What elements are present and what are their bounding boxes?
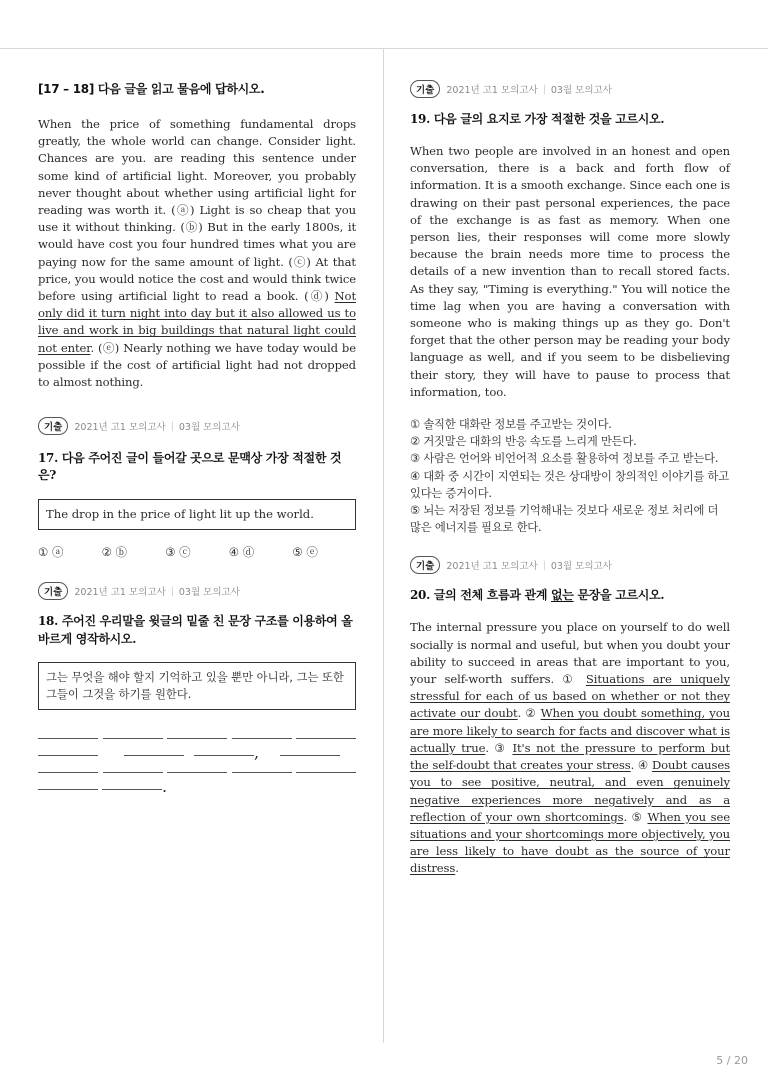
passage-heading: [17 – 18] 다음 글을 읽고 물음에 답하시오. — [38, 82, 265, 96]
q17-source-year: 2021년 고1 모의고사 — [74, 422, 166, 434]
q17-choice-1[interactable]: ① ⓐ — [38, 545, 64, 560]
q19-question: 19. 다음 글의 요지로 가장 적절한 것을 고르시오. — [410, 112, 665, 126]
q20-question-part-1: 20. 글의 전체 흐름과 관계 — [410, 588, 551, 603]
q17-source-row: 기출 2021년 고1 모의고사 | 03월 모의고사 — [38, 417, 356, 435]
q18-answer-blanks[interactable] — [38, 726, 356, 797]
q18-given-korean-box: 그는 무엇을 해야 할지 기억하고 있을 뿐만 아니라, 그는 또한 그들이 그것을 하기를 원한다. — [38, 662, 356, 710]
blank-comma: , — [254, 743, 260, 763]
answer-line-1 — [38, 726, 356, 743]
page-number: 5 / 20 — [716, 1054, 748, 1067]
q20-passage — [410, 619, 730, 877]
q19-option-4[interactable]: ④ 대화 중 시간이 지연되는 것은 상대방이 창의적인 이야기를 하고 있다는 증거이다. — [410, 469, 729, 500]
q19-source-year: 2021년 고1 모의고사 — [446, 85, 538, 96]
q19-source-row: 기출 2021년 고1 모의고사 | 03월 모의고사 — [410, 80, 730, 98]
q17-choices — [38, 544, 356, 560]
q19-source-month: 03월 모의고사 — [550, 85, 612, 96]
q20-source-year: 2021년 고1 모의고사 — [446, 561, 538, 573]
q17-choice-5[interactable]: ⑤ ⓔ — [292, 545, 318, 560]
q18-source-year: 2021년 고1 모의고사 — [74, 587, 166, 599]
answer-line-2 — [38, 743, 356, 763]
q20-tag-badge: 기출 — [410, 556, 440, 574]
answer-line-4 — [38, 777, 356, 797]
q18-source-row: 기출 2021년 고1 모의고사 | 03월 모의고사 — [38, 582, 356, 600]
q20-marker-5: . ⑤ — [623, 809, 648, 824]
q17-choice-2[interactable]: ② ⓑ — [101, 545, 128, 560]
left-column — [38, 72, 356, 797]
q20-intro-text: The internal pressure you place on yourself to do well socially is normal and useful, but when you doubt your ability to succeed in areas that are important to you, your self-worth suffers. ① — [410, 620, 730, 687]
q17-choice-3[interactable]: ③ ⓒ — [165, 545, 191, 560]
q17-tag-badge: 기출 — [38, 417, 68, 435]
q18-tag-badge: 기출 — [38, 582, 68, 600]
q17-given-sentence-box: The drop in the price of light lit up the world. — [38, 499, 356, 530]
q19-tag-badge: 기출 — [410, 80, 440, 98]
q20-question — [410, 586, 730, 603]
q18-source-month: 03월 모의고사 — [178, 587, 240, 599]
passage-text-2: . (ⓔ) Nearly nothing we have today would be possible if the cost of artificial light had not dropped to almost nothing. — [38, 340, 356, 390]
q19-passage: When two people are involved in an honest and open conversation, there is a back and forth flow of information. It is a smooth exchange. Since each one is drawing on their past personal experiences, the pace of the exchange is as fast as memory. When one person lies, their responses will come more slowly because the brain needs more time to process the details of a new invention than to recall stored facts. As they say, "Timing is everything." You will notice the time lag when you are having a conversation with someone who is making things up as they go. Don't forget that the other person may be reading your body language as well, and if you seem to be disbelieving their story, they will have to pause to process that information, too. — [410, 144, 730, 399]
q20-source-month: 03월 모의고사 — [550, 561, 612, 573]
q20-marker-4: . ④ — [630, 758, 652, 773]
q19-option-2[interactable]: ② 거짓말은 대화의 반응 속도를 느리게 만든다. — [410, 435, 637, 449]
q20-question-emphasis: 없는 — [551, 588, 574, 603]
passage-text-1: When the price of something fundamental drops greatly, the whole world can change. Consider light. Chances are you. are reading this sentence under some kind of artificial light. Moreover, you probably never thought about whether using artificial light for reading was worth it. (ⓐ) Light is so cheap that you use it without thinking. (ⓑ) But in the early 1800s, it would have cost you four hundred times what you are paying now for the same amount of light. (ⓒ) At that price, you would notice the cost and would think twice before using artificial light to read a book. (ⓓ) — [38, 117, 356, 304]
q20-sentence-3[interactable]: It's not the pressure to perform but the self-doubt that creates your stress — [410, 740, 730, 773]
q19-option-1[interactable]: ① 솔직한 대화란 정보를 주고받는 것이다. — [410, 418, 612, 432]
q20-sentence-2[interactable]: When you doubt something, you are more likely to search for facts and discover what is actually true — [410, 706, 730, 755]
column-divider — [383, 48, 384, 1043]
right-column — [410, 80, 730, 878]
q17-choice-4[interactable]: ④ ⓓ — [228, 545, 255, 560]
q19-options — [410, 416, 730, 536]
q18-question: 18. 주어진 우리말을 윗글의 밑줄 친 문장 구조를 이용하여 올바르게 영작하시오. — [38, 614, 353, 647]
q20-marker-2: . ② — [517, 706, 541, 721]
q17-question: 17. 다음 주어진 글이 들어갈 곳으로 문맥상 가장 적절한 것은? — [38, 451, 342, 483]
q20-question-part-2: 문장을 고르시오. — [573, 588, 665, 603]
q20-sentence-5[interactable]: When you see situations and your shortcomings more objectively, you are less likely to have doubt as the source of your distress — [410, 809, 730, 876]
q17-source-month: 03월 모의고사 — [178, 422, 240, 434]
q20-marker-3: . ③ — [485, 740, 513, 755]
header-rule — [0, 48, 768, 49]
q19-option-5[interactable]: ⑤ 뇌는 저장된 정보를 기억해내는 것보다 새로운 정보 처리에 더 많은 에너지를 필요로 한다. — [410, 504, 719, 535]
q20-sentence-1[interactable]: Situations are uniquely stressful for each of us based on whether or not they activate our doubt — [410, 672, 730, 721]
blank-period: . — [162, 777, 168, 797]
q20-source-row: 기출 2021년 고1 모의고사 | 03월 모의고사 — [410, 556, 730, 574]
q20-end-period: . — [455, 861, 459, 876]
q20-sentence-4[interactable]: Doubt causes you to see positive, neutral, and even genuinely negative experiences more negatively and as a reflection of your own shortcomings — [410, 758, 730, 824]
underlined-sentence: Not only did it turn night into day but it also allowed us to live and work in big buildings that natural light could not enter — [38, 289, 356, 355]
answer-line-3 — [38, 760, 356, 777]
passage-17-18 — [38, 116, 356, 391]
q19-option-3[interactable]: ③ 사람은 언어와 비언어적 요소를 활용하여 정보를 주고 받는다. — [410, 452, 719, 466]
